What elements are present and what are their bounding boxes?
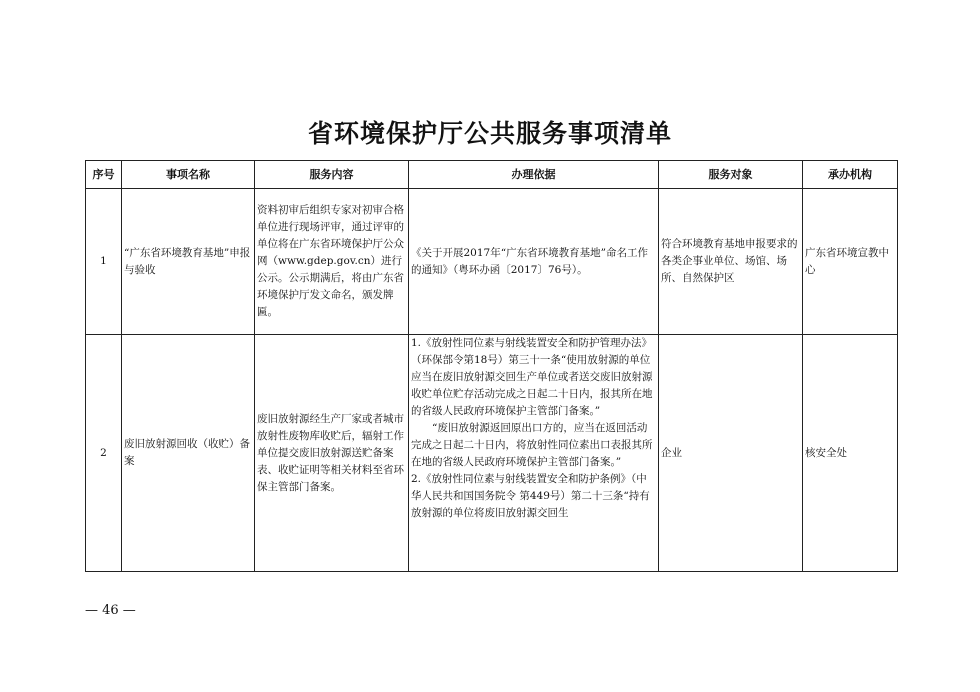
page-title: 省环境保护厅公共服务事项清单 — [307, 119, 672, 148]
col-header-content: 服务内容 — [255, 161, 409, 189]
item-name: 废旧放射源回收（收贮）备案 — [122, 335, 255, 572]
service-target: 企业 — [659, 335, 803, 572]
item-name: “广东省环境教育基地”申报与验收 — [122, 189, 255, 335]
table-row — [86, 335, 898, 572]
service-content: 资料初审后组织专家对初审合格单位进行现场评审，通过评审的单位将在广东省环境保护厅公众网（www.gdep.gov.cn）进行公示。公示期满后，将由广东省环境保护厅发文命名，颁发牌匾。 — [255, 189, 409, 335]
col-header-name: 事项名称 — [122, 161, 255, 189]
service-target: 符合环境教育基地申报要求的各类企事业单位、场馆、场所、自然保护区 — [659, 189, 803, 335]
service-table — [85, 160, 898, 572]
col-header-basis: 办理依据 — [409, 161, 659, 189]
col-header-org: 承办机构 — [803, 161, 898, 189]
service-content: 废旧放射源经生产厂家或者城市放射性废物库收贮后，辐射工作单位提交废旧放射源送贮备案表、收贮证明等相关材料至省环保主管部门备案。 — [255, 335, 409, 572]
legal-basis: 《关于开展2017年“广东省环境教育基地”命名工作的通知》（粤环办函〔2017〕76号）。 — [409, 189, 659, 335]
basis-paragraph: “废旧放射源返回原出口方的，应当在返回活动完成之日起二十日内，将放射性同位素出口表报其所在地的省级人民政府环境保护主管部门备案。” — [411, 422, 653, 468]
basis-paragraph: 1.《放射性同位素与射线装置安全和防护管理办法》（环保部令第18号）第三十一条“使用放射源的单位应当在废旧放射源交回生产单位或者送交废旧放射源收贮单位贮存活动完成之日起二十日内，报其所在地的省级人民政府环境保护主管部门备案。” — [411, 337, 653, 417]
basis-paragraph: 2.《放射性同位素与射线装置安全和防护条例》（中华人民共和国国务院令 第449号）第二十三条“持有放射源的单位将废旧放射源交回生 — [411, 473, 650, 519]
page-number: — 46 — — [85, 603, 136, 618]
col-header-target: 服务对象 — [659, 161, 803, 189]
table-header-row — [86, 161, 898, 189]
handling-org: 核安全处 — [803, 335, 898, 572]
handling-org: 广东省环境宣教中心 — [803, 189, 898, 335]
table-row — [86, 189, 898, 335]
row-number: 2 — [86, 335, 122, 572]
col-header-no: 序号 — [86, 161, 122, 189]
legal-basis — [409, 335, 659, 572]
row-number: 1 — [86, 189, 122, 335]
